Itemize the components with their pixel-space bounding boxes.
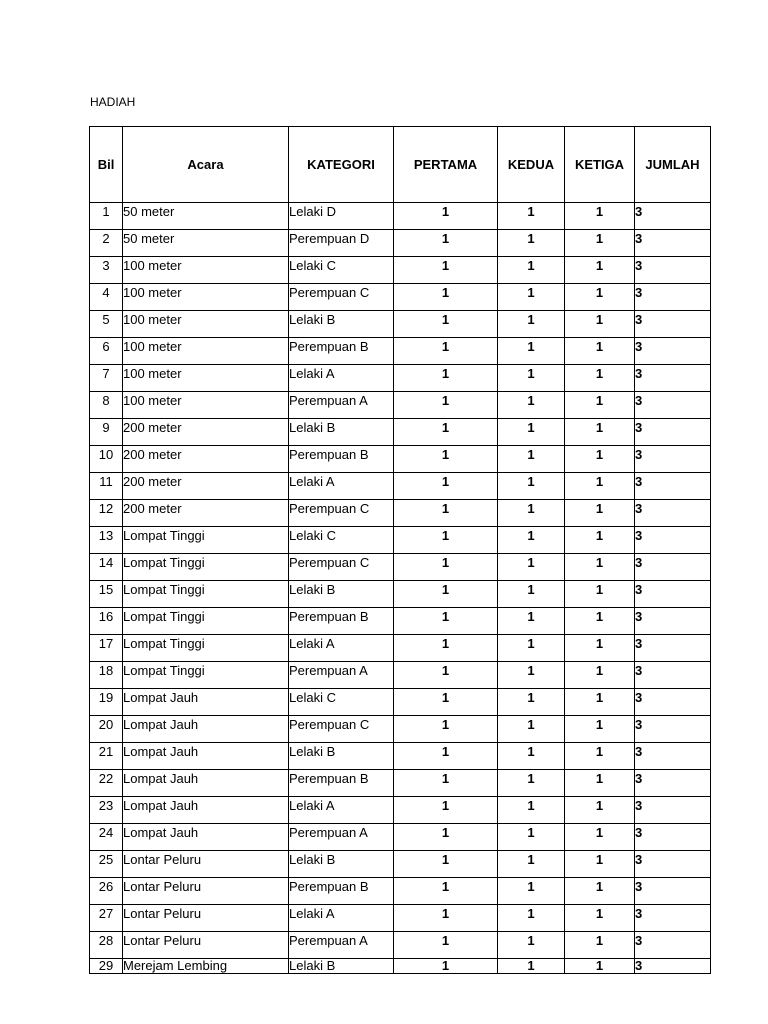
cell-ketiga: 1: [565, 689, 635, 716]
cell-kategori: Lelaki B: [289, 743, 394, 770]
cell-kedua: 1: [498, 392, 565, 419]
cell-kedua: 1: [498, 824, 565, 851]
cell-kategori: Lelaki C: [289, 689, 394, 716]
cell-pertama: 1: [394, 824, 498, 851]
table-row: [90, 959, 711, 974]
header-row: [90, 127, 711, 203]
cell-jumlah: 3: [635, 662, 711, 689]
cell-jumlah: 3: [635, 257, 711, 284]
cell-kedua: 1: [498, 581, 565, 608]
cell-pertama: 1: [394, 203, 498, 230]
header-kedua: KEDUA: [498, 127, 565, 203]
cell-acara: Lompat Jauh: [123, 797, 289, 824]
cell-acara: Lompat Jauh: [123, 824, 289, 851]
cell-bil: 5: [90, 311, 123, 338]
cell-pertama: 1: [394, 797, 498, 824]
cell-bil: 3: [90, 257, 123, 284]
table-row: [90, 662, 711, 689]
cell-pertama: 1: [394, 230, 498, 257]
prize-table: [89, 126, 711, 974]
cell-acara: Lompat Tinggi: [123, 662, 289, 689]
cell-kategori: Lelaki B: [289, 851, 394, 878]
cell-kedua: 1: [498, 230, 565, 257]
cell-ketiga: 1: [565, 581, 635, 608]
cell-jumlah: 3: [635, 716, 711, 743]
cell-kategori: Perempuan B: [289, 878, 394, 905]
cell-pertama: 1: [394, 581, 498, 608]
cell-bil: 4: [90, 284, 123, 311]
cell-jumlah: 3: [635, 338, 711, 365]
cell-kedua: 1: [498, 797, 565, 824]
cell-pertama: 1: [394, 311, 498, 338]
cell-acara: Lompat Tinggi: [123, 608, 289, 635]
cell-ketiga: 1: [565, 608, 635, 635]
cell-ketiga: 1: [565, 716, 635, 743]
table-row: [90, 716, 711, 743]
cell-bil: 15: [90, 581, 123, 608]
cell-acara: Merejam Lembing: [123, 959, 289, 974]
cell-jumlah: 3: [635, 932, 711, 959]
cell-kedua: 1: [498, 419, 565, 446]
header-bil: Bil: [90, 127, 123, 203]
cell-ketiga: 1: [565, 824, 635, 851]
cell-bil: 7: [90, 365, 123, 392]
cell-jumlah: 3: [635, 824, 711, 851]
cell-acara: Lompat Jauh: [123, 743, 289, 770]
cell-kedua: 1: [498, 851, 565, 878]
cell-bil: 10: [90, 446, 123, 473]
table-row: [90, 581, 711, 608]
cell-ketiga: 1: [565, 635, 635, 662]
cell-jumlah: 3: [635, 608, 711, 635]
cell-acara: Lompat Jauh: [123, 716, 289, 743]
table-row: [90, 851, 711, 878]
cell-kedua: 1: [498, 311, 565, 338]
cell-jumlah: 3: [635, 959, 711, 974]
cell-jumlah: 3: [635, 689, 711, 716]
cell-ketiga: 1: [565, 500, 635, 527]
cell-kategori: Lelaki B: [289, 419, 394, 446]
cell-ketiga: 1: [565, 554, 635, 581]
cell-kategori: Perempuan C: [289, 716, 394, 743]
cell-acara: Lompat Tinggi: [123, 581, 289, 608]
table-row: [90, 608, 711, 635]
cell-ketiga: 1: [565, 419, 635, 446]
cell-bil: 21: [90, 743, 123, 770]
cell-acara: 200 meter: [123, 446, 289, 473]
cell-ketiga: 1: [565, 311, 635, 338]
cell-acara: Lontar Peluru: [123, 878, 289, 905]
cell-kategori: Lelaki C: [289, 257, 394, 284]
cell-bil: 22: [90, 770, 123, 797]
cell-kategori: Perempuan C: [289, 284, 394, 311]
cell-kategori: Perempuan A: [289, 824, 394, 851]
cell-ketiga: 1: [565, 905, 635, 932]
cell-pertama: 1: [394, 284, 498, 311]
cell-pertama: 1: [394, 473, 498, 500]
cell-kedua: 1: [498, 743, 565, 770]
cell-ketiga: 1: [565, 392, 635, 419]
cell-kategori: Perempuan D: [289, 230, 394, 257]
cell-kategori: Lelaki B: [289, 581, 394, 608]
cell-acara: 100 meter: [123, 284, 289, 311]
cell-pertama: 1: [394, 338, 498, 365]
cell-jumlah: 3: [635, 851, 711, 878]
cell-ketiga: 1: [565, 851, 635, 878]
cell-kategori: Perempuan B: [289, 770, 394, 797]
cell-acara: 100 meter: [123, 365, 289, 392]
cell-bil: 13: [90, 527, 123, 554]
cell-jumlah: 3: [635, 527, 711, 554]
cell-bil: 29: [90, 959, 123, 974]
cell-ketiga: 1: [565, 662, 635, 689]
cell-jumlah: 3: [635, 581, 711, 608]
cell-pertama: 1: [394, 500, 498, 527]
cell-kategori: Lelaki A: [289, 365, 394, 392]
table-row: [90, 905, 711, 932]
cell-jumlah: 3: [635, 554, 711, 581]
table-row: [90, 365, 711, 392]
table-header: [90, 127, 711, 203]
cell-kedua: 1: [498, 203, 565, 230]
cell-jumlah: 3: [635, 500, 711, 527]
cell-kedua: 1: [498, 878, 565, 905]
cell-jumlah: 3: [635, 905, 711, 932]
cell-jumlah: 3: [635, 203, 711, 230]
cell-acara: 200 meter: [123, 500, 289, 527]
cell-bil: 19: [90, 689, 123, 716]
cell-jumlah: 3: [635, 635, 711, 662]
cell-kedua: 1: [498, 338, 565, 365]
header-jumlah: JUMLAH: [635, 127, 711, 203]
cell-ketiga: 1: [565, 230, 635, 257]
cell-ketiga: 1: [565, 365, 635, 392]
cell-ketiga: 1: [565, 338, 635, 365]
cell-acara: 50 meter: [123, 230, 289, 257]
cell-pertama: 1: [394, 716, 498, 743]
header-pertama: PERTAMA: [394, 127, 498, 203]
header-ketiga: KETIGA: [565, 127, 635, 203]
cell-pertama: 1: [394, 554, 498, 581]
cell-kedua: 1: [498, 527, 565, 554]
cell-kategori: Lelaki A: [289, 473, 394, 500]
cell-pertama: 1: [394, 959, 498, 974]
cell-kedua: 1: [498, 257, 565, 284]
cell-bil: 2: [90, 230, 123, 257]
cell-bil: 17: [90, 635, 123, 662]
cell-kedua: 1: [498, 716, 565, 743]
cell-kedua: 1: [498, 608, 565, 635]
cell-acara: 100 meter: [123, 257, 289, 284]
table-row: [90, 392, 711, 419]
cell-kedua: 1: [498, 959, 565, 974]
table-row: [90, 554, 711, 581]
cell-pertama: 1: [394, 365, 498, 392]
cell-pertama: 1: [394, 608, 498, 635]
cell-bil: 24: [90, 824, 123, 851]
cell-bil: 23: [90, 797, 123, 824]
cell-kategori: Perempuan A: [289, 932, 394, 959]
cell-ketiga: 1: [565, 770, 635, 797]
cell-bil: 25: [90, 851, 123, 878]
cell-acara: 100 meter: [123, 392, 289, 419]
cell-pertama: 1: [394, 878, 498, 905]
cell-ketiga: 1: [565, 878, 635, 905]
table-row: [90, 284, 711, 311]
cell-kategori: Lelaki A: [289, 905, 394, 932]
cell-pertama: 1: [394, 905, 498, 932]
cell-kategori: Perempuan A: [289, 392, 394, 419]
cell-kategori: Perempuan B: [289, 608, 394, 635]
cell-kategori: Lelaki D: [289, 203, 394, 230]
cell-pertama: 1: [394, 743, 498, 770]
cell-kategori: Lelaki A: [289, 797, 394, 824]
table-row: [90, 257, 711, 284]
cell-acara: 200 meter: [123, 419, 289, 446]
table-row: [90, 500, 711, 527]
cell-ketiga: 1: [565, 932, 635, 959]
table-row: [90, 230, 711, 257]
cell-pertama: 1: [394, 635, 498, 662]
cell-pertama: 1: [394, 257, 498, 284]
table-row: [90, 473, 711, 500]
cell-pertama: 1: [394, 851, 498, 878]
cell-kedua: 1: [498, 932, 565, 959]
cell-jumlah: 3: [635, 446, 711, 473]
cell-kategori: Perempuan A: [289, 662, 394, 689]
cell-bil: 14: [90, 554, 123, 581]
cell-ketiga: 1: [565, 203, 635, 230]
cell-pertama: 1: [394, 392, 498, 419]
cell-acara: Lontar Peluru: [123, 932, 289, 959]
cell-kategori: Perempuan B: [289, 446, 394, 473]
cell-ketiga: 1: [565, 446, 635, 473]
cell-pertama: 1: [394, 689, 498, 716]
cell-bil: 12: [90, 500, 123, 527]
cell-acara: 100 meter: [123, 311, 289, 338]
cell-acara: Lontar Peluru: [123, 905, 289, 932]
cell-pertama: 1: [394, 446, 498, 473]
cell-bil: 8: [90, 392, 123, 419]
cell-jumlah: 3: [635, 365, 711, 392]
table-row: [90, 446, 711, 473]
cell-kedua: 1: [498, 473, 565, 500]
cell-kedua: 1: [498, 365, 565, 392]
cell-jumlah: 3: [635, 878, 711, 905]
table-row: [90, 203, 711, 230]
cell-bil: 9: [90, 419, 123, 446]
cell-kedua: 1: [498, 662, 565, 689]
cell-kedua: 1: [498, 635, 565, 662]
document-title: HADIAH: [90, 95, 136, 109]
cell-kedua: 1: [498, 284, 565, 311]
cell-ketiga: 1: [565, 797, 635, 824]
cell-ketiga: 1: [565, 284, 635, 311]
table-row: [90, 527, 711, 554]
cell-bil: 20: [90, 716, 123, 743]
cell-bil: 26: [90, 878, 123, 905]
table-row: [90, 932, 711, 959]
table-row: [90, 824, 711, 851]
cell-jumlah: 3: [635, 770, 711, 797]
cell-ketiga: 1: [565, 959, 635, 974]
cell-kedua: 1: [498, 500, 565, 527]
cell-ketiga: 1: [565, 257, 635, 284]
cell-pertama: 1: [394, 932, 498, 959]
cell-kategori: Perempuan C: [289, 500, 394, 527]
header-acara: Acara: [123, 127, 289, 203]
cell-kedua: 1: [498, 554, 565, 581]
cell-jumlah: 3: [635, 284, 711, 311]
cell-kedua: 1: [498, 446, 565, 473]
cell-bil: 28: [90, 932, 123, 959]
cell-kedua: 1: [498, 689, 565, 716]
cell-bil: 27: [90, 905, 123, 932]
cell-acara: 50 meter: [123, 203, 289, 230]
cell-kategori: Perempuan C: [289, 554, 394, 581]
cell-kategori: Lelaki B: [289, 959, 394, 974]
cell-bil: 16: [90, 608, 123, 635]
table-row: [90, 878, 711, 905]
table-row: [90, 770, 711, 797]
cell-jumlah: 3: [635, 392, 711, 419]
cell-ketiga: 1: [565, 473, 635, 500]
cell-pertama: 1: [394, 419, 498, 446]
table-row: [90, 797, 711, 824]
table-row: [90, 419, 711, 446]
cell-bil: 18: [90, 662, 123, 689]
cell-pertama: 1: [394, 770, 498, 797]
cell-ketiga: 1: [565, 743, 635, 770]
cell-jumlah: 3: [635, 473, 711, 500]
table-body: [90, 203, 711, 974]
cell-kategori: Lelaki C: [289, 527, 394, 554]
cell-acara: Lompat Tinggi: [123, 554, 289, 581]
cell-bil: 11: [90, 473, 123, 500]
cell-acara: Lompat Jauh: [123, 689, 289, 716]
cell-pertama: 1: [394, 527, 498, 554]
cell-acara: 100 meter: [123, 338, 289, 365]
cell-pertama: 1: [394, 662, 498, 689]
header-kategori: KATEGORI: [289, 127, 394, 203]
cell-acara: Lompat Tinggi: [123, 635, 289, 662]
cell-acara: 200 meter: [123, 473, 289, 500]
cell-kategori: Lelaki A: [289, 635, 394, 662]
cell-bil: 6: [90, 338, 123, 365]
table-row: [90, 311, 711, 338]
table-row: [90, 338, 711, 365]
cell-kedua: 1: [498, 770, 565, 797]
cell-jumlah: 3: [635, 743, 711, 770]
cell-acara: Lompat Tinggi: [123, 527, 289, 554]
cell-kategori: Lelaki B: [289, 311, 394, 338]
table-row: [90, 689, 711, 716]
cell-acara: Lontar Peluru: [123, 851, 289, 878]
cell-ketiga: 1: [565, 527, 635, 554]
cell-jumlah: 3: [635, 419, 711, 446]
cell-jumlah: 3: [635, 797, 711, 824]
table-row: [90, 743, 711, 770]
cell-jumlah: 3: [635, 311, 711, 338]
cell-acara: Lompat Jauh: [123, 770, 289, 797]
table-row: [90, 635, 711, 662]
cell-kategori: Perempuan B: [289, 338, 394, 365]
cell-jumlah: 3: [635, 230, 711, 257]
cell-kedua: 1: [498, 905, 565, 932]
cell-bil: 1: [90, 203, 123, 230]
